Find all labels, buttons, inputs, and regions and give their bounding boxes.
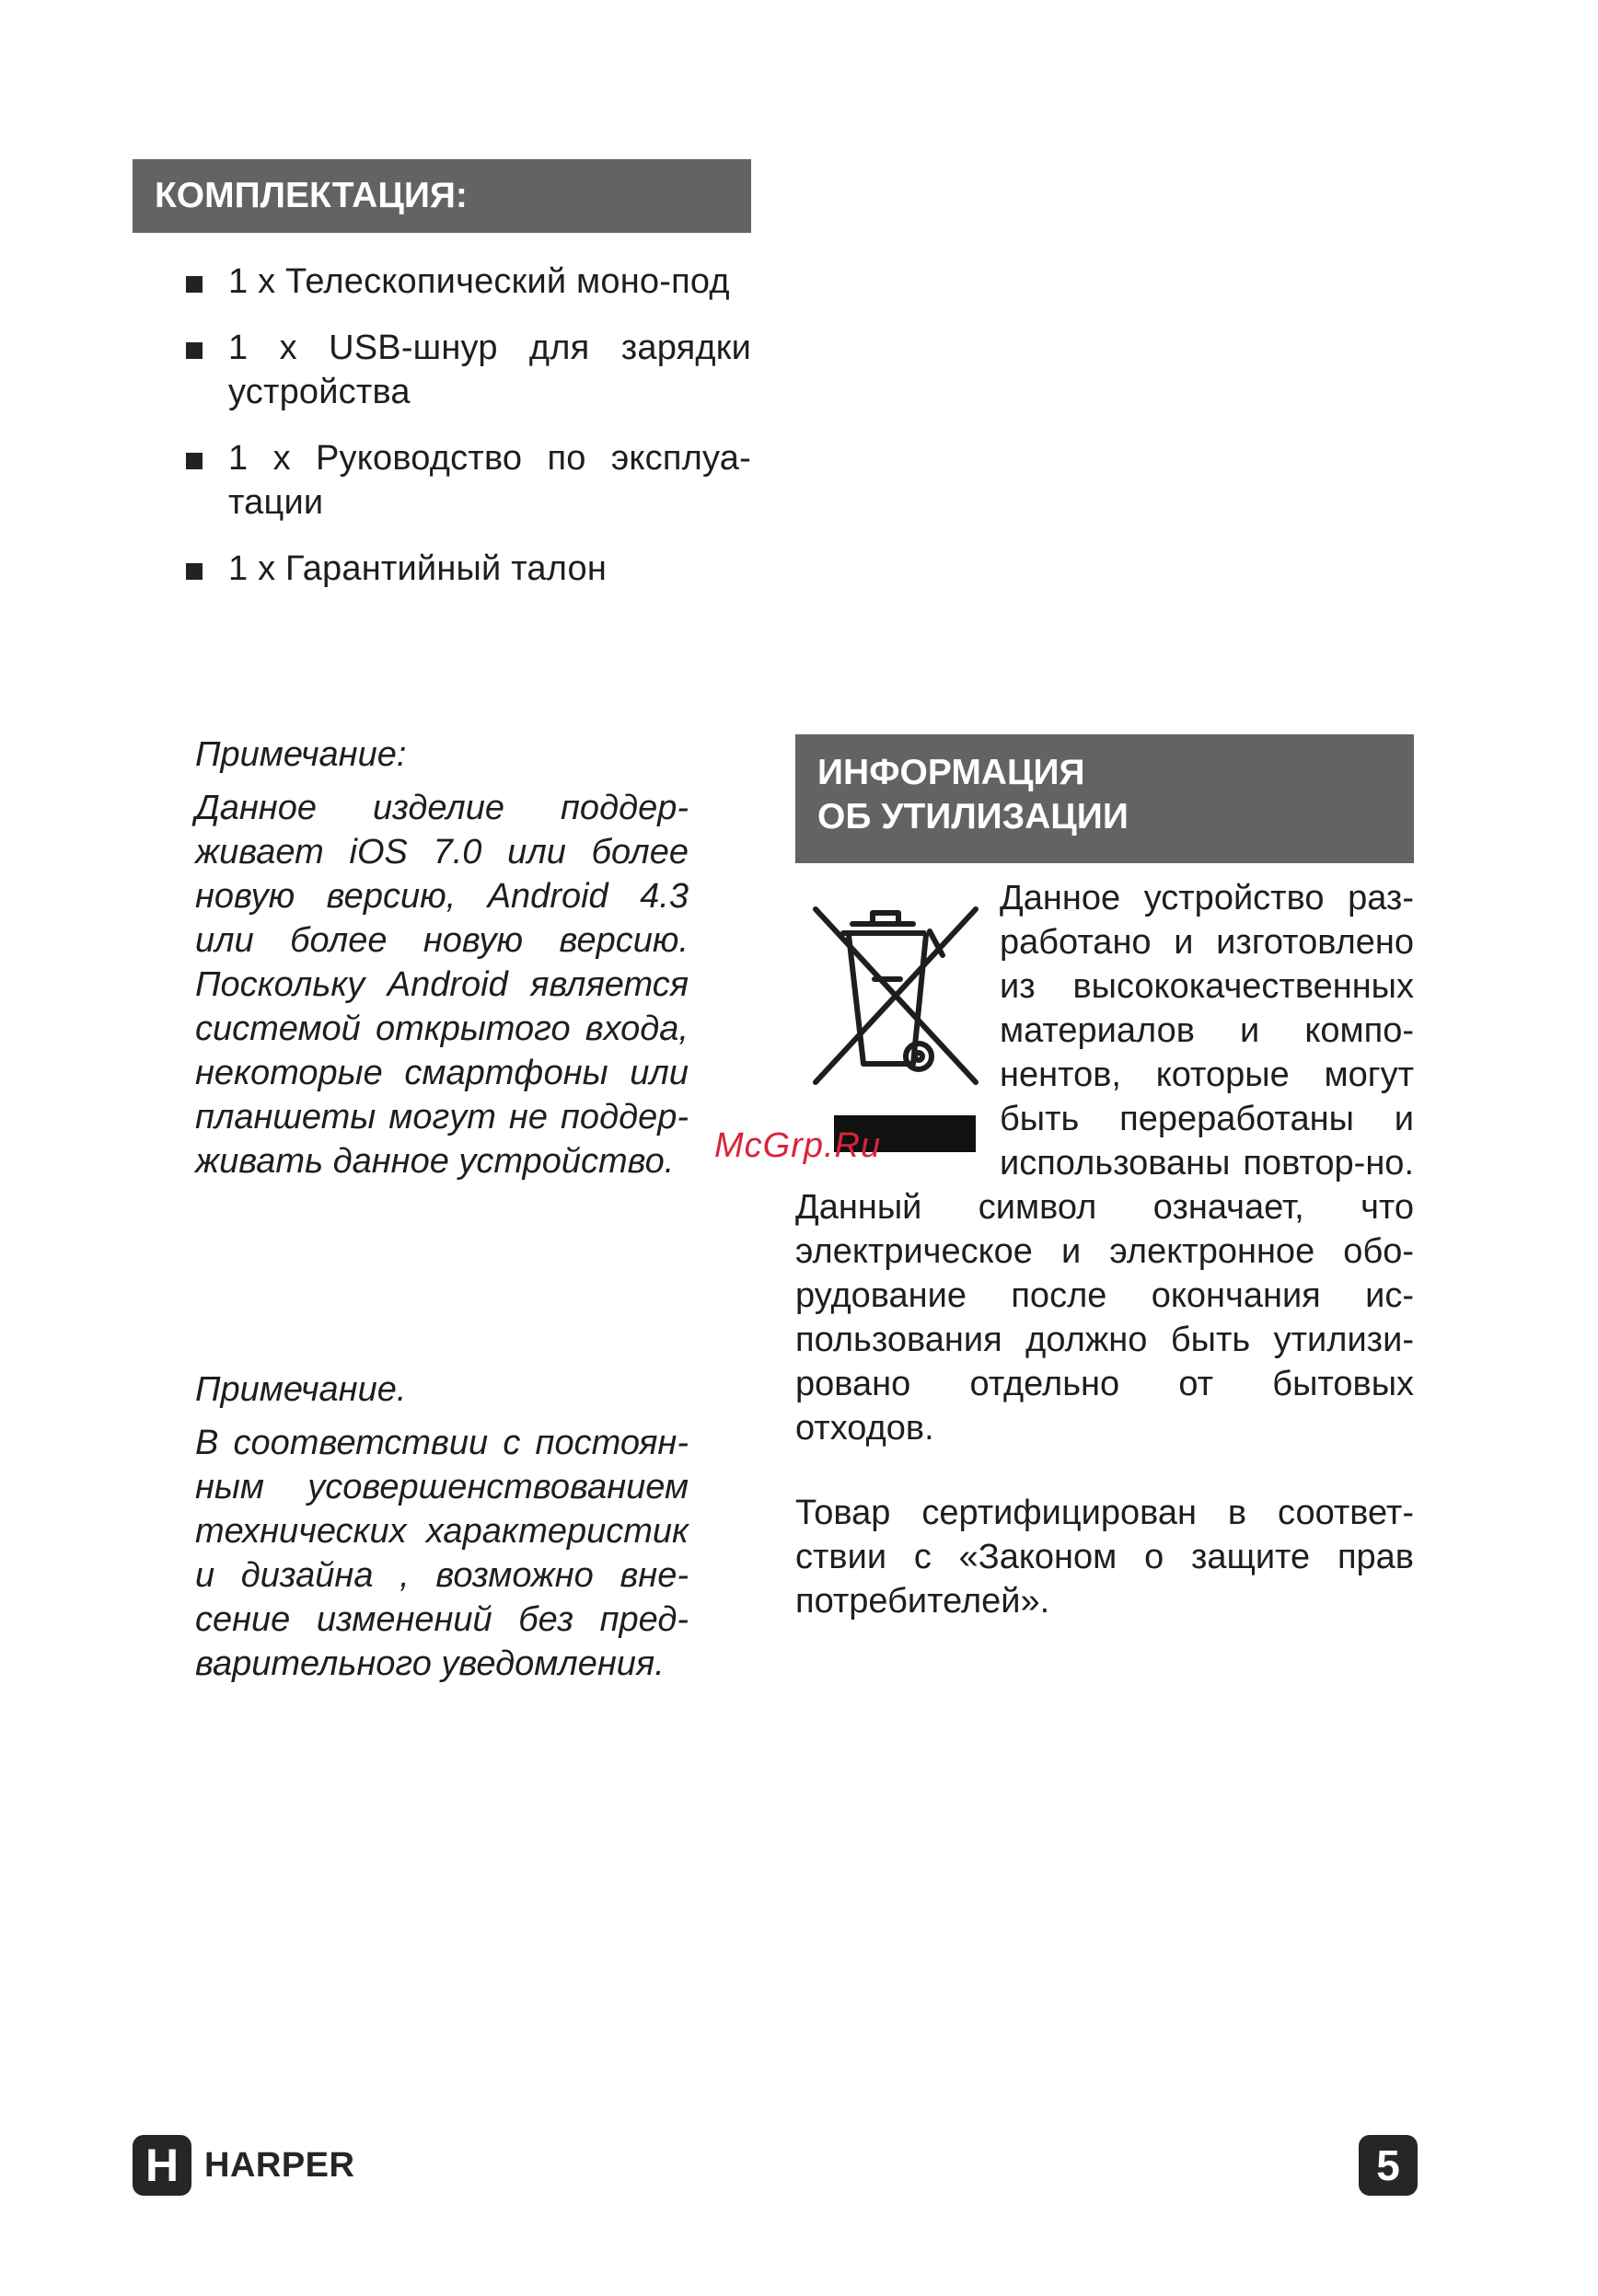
square-bullet-icon — [186, 563, 203, 580]
logo-mark: H — [133, 2135, 191, 2196]
kit-item-text: 1 х Телескопический моно-под — [228, 262, 730, 301]
disposal-header-line2: ОБ УТИЛИЗАЦИИ — [817, 797, 1129, 836]
note-body: Данное изделие поддер-живает iOS 7.0 или более новую версию, Android 4.3 или более новую версию. Поскольку Android является системой открытого входа, некоторые смартфоны или планшеты могут не поддер-живать данное устройство. — [195, 789, 689, 1181]
changes-note — [195, 1367, 689, 1686]
crossed-out-wheelie-bin-icon — [795, 876, 992, 1152]
square-bullet-icon — [186, 342, 203, 359]
square-bullet-icon — [186, 453, 203, 469]
page-number: 5 — [1359, 2135, 1418, 2196]
list-item — [184, 260, 751, 304]
note-title: Примечание: — [195, 735, 407, 774]
kit-item-text: 1 х Гарантийный талон — [228, 549, 608, 588]
disposal-section-header — [795, 734, 1414, 863]
kit-header-text: КОМПЛЕКТАЦИЯ: — [155, 176, 468, 215]
kit-item-text: 1 х Руководство по эксплуа-тации — [228, 439, 751, 522]
certification-text: Товар сертифицирован в соответ-ствии с «Законом о защите прав потребителей». — [795, 1494, 1414, 1621]
kit-list — [184, 260, 751, 613]
note-body: В соответствии с постоян-ным усовершенствованием технических характеристик и дизайна , возможно вне-сение изменений без пред-варительного уведомления. — [195, 1424, 689, 1683]
kit-section-header — [133, 159, 751, 233]
list-item — [184, 436, 751, 525]
compatibility-note — [195, 733, 689, 1183]
kit-item-text: 1 х USB-шнур для зарядки устройства — [228, 329, 751, 411]
disposal-body: Данное устройство раз-работано и изготовлено из высококачественных материалов и компо-нентов, которые могут быть переработаны и использованы повтор-но. Данный символ означает, что электрическое и электронное обо-рудование после окончания ис-пользования должно быть утилизи-ровано отдельно от бытовых отходов. — [795, 879, 1414, 1448]
list-item — [184, 326, 751, 414]
disposal-info — [795, 876, 1414, 1450]
disposal-header-line1: ИНФОРМАЦИЯ — [817, 753, 1085, 792]
logo-text: HARPER — [204, 2145, 355, 2185]
list-item — [184, 547, 751, 591]
square-bullet-icon — [186, 276, 203, 293]
note-title: Примечание. — [195, 1370, 407, 1409]
watermark: McGrp.Ru — [714, 1126, 882, 1165]
brand-logo — [133, 2135, 354, 2196]
